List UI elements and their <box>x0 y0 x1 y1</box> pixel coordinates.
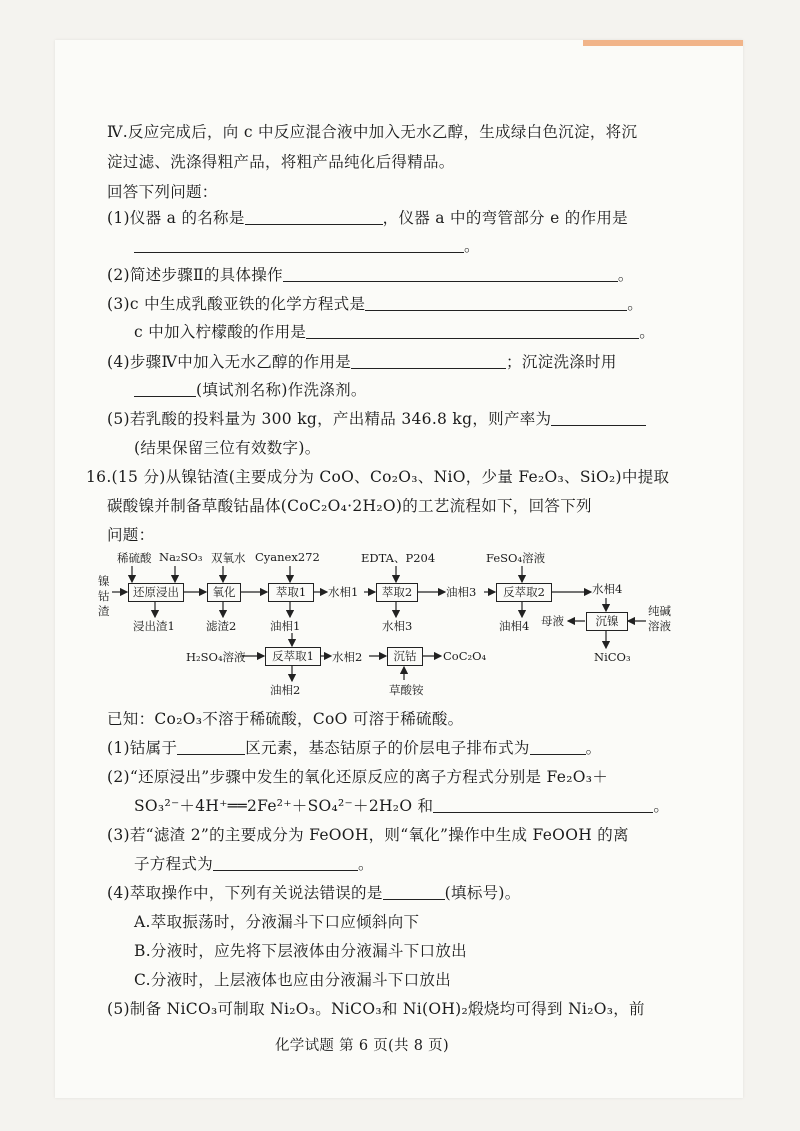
q16-p2-text-b: SO₃²⁻＋4H⁺══2Fe²⁺＋SO₄²⁻＋2H₂O 和 <box>134 797 434 815</box>
reagent-dilute-h2so4: 稀硫酸 <box>117 551 152 565</box>
answer-prompt: 回答下列问题： <box>107 183 218 201</box>
q15-p2-text: (2)简述步骤Ⅱ的具体操作 <box>107 266 283 284</box>
reagent-cyanex272: Cyanex272 <box>255 550 320 564</box>
q15-part5-line2: (结果保留三位有效数字)。 <box>134 439 321 457</box>
known-info: 已知：Co₂O₃不溶于稀硫酸，CoO 可溶于稀硫酸。 <box>107 710 464 728</box>
label-mother-liquor: 母液 <box>541 614 564 628</box>
q16-intro-line2: 碳酸镍并制备草酸钴晶体(CoC₂O₄·2H₂O)的工艺流程如下，回答下列 <box>107 497 592 515</box>
q16-part2-line1: (2)“还原浸出”步骤中发生的氧化还原反应的离子方程式分别是 Fe₂O₃＋ <box>107 768 609 786</box>
label-aqueous-phase-2: 水相2 <box>332 650 363 664</box>
feed-label-1: 镍 <box>98 574 110 588</box>
feed-label-3: 渣 <box>98 604 110 618</box>
answer-blank[interactable] <box>213 856 358 871</box>
answer-blank[interactable] <box>433 798 653 813</box>
label-aqueous-phase-3: 水相3 <box>382 619 413 633</box>
box-reduction-leach: 还原浸出 <box>128 583 184 602</box>
feed-label-2: 钴 <box>98 589 110 603</box>
q15-p4-text-a: (4)步骤Ⅳ中加入无水乙醇的作用是 <box>107 353 352 371</box>
reagent-feso4: FeSO₄溶液 <box>486 551 546 565</box>
box-back-extraction-2: 反萃取2 <box>496 583 552 602</box>
label-h2so4-solution: H₂SO₄溶液 <box>186 650 246 664</box>
label-aqueous-phase-1: 水相1 <box>328 585 359 599</box>
q15-p1-text-b: ，仪器 a 中的弯管部分 e 的作用是 <box>382 209 628 227</box>
answer-blank[interactable] <box>383 885 445 900</box>
q16-intro-line1: 16.(15 分)从镍钴渣(主要成分为 CoO、Co₂O₃、NiO，少量 Fe₂O₃、SiO₂)中提取 <box>86 468 670 486</box>
option-c[interactable]: C.分液时，上层液体也应由分液漏斗下口放出 <box>134 971 452 989</box>
q16-part5: (5)制备 NiCO₃可制取 Ni₂O₃。NiCO₃和 Ni(OH)₂煅烧均可得到 Ni₂O₃，前 <box>107 1000 645 1018</box>
label-ammonium-oxalate: 草酸铵 <box>389 683 424 697</box>
period: 。 <box>617 266 634 284</box>
reagent-h2o2: 双氧水 <box>211 551 246 565</box>
reagent-edta-p204: EDTA、P204 <box>361 551 436 565</box>
label-oil-phase-4: 油相4 <box>499 619 530 633</box>
label-solution: 溶液 <box>648 619 671 633</box>
box-back-extraction-1: 反萃取1 <box>265 647 321 666</box>
period: 。 <box>585 739 602 757</box>
period: 。 <box>358 855 374 873</box>
q16-part4 <box>107 881 521 903</box>
q15-p3-text-b: c 中加入柠檬酸的作用是 <box>134 323 307 341</box>
q16-intro-line3: 问题： <box>107 526 155 544</box>
option-b[interactable]: B.分液时，应先将下层液体由分液漏斗下口放出 <box>134 942 467 960</box>
q16-p1-text-b: 区元素，基态钴原子的价层电子排布式为 <box>245 739 530 757</box>
q15-p4-text-c: (填试剂名称)作洗涤剂。 <box>196 381 367 399</box>
option-a[interactable]: A.萃取振荡时，分液漏斗下口应倾斜向下 <box>134 913 420 931</box>
step4-line2: 淀过滤、洗涤得粗产品，将粗产品纯化后得精品。 <box>107 153 455 171</box>
label-oil-phase-2: 油相2 <box>270 683 301 697</box>
box-extraction-1: 萃取1 <box>268 583 314 602</box>
label-aqueous-phase-4: 水相4 <box>592 582 623 596</box>
label-oil-phase-1: 油相1 <box>270 619 301 633</box>
label-coc2o4: CoC₂O₄ <box>443 649 487 663</box>
q16-part1 <box>107 736 601 758</box>
q16-p1-text-a: (1)钴属于 <box>107 739 178 757</box>
q16-part3-line2 <box>134 852 374 874</box>
box-cobalt-precipitation: 沉钴 <box>387 647 423 666</box>
q16-p4-text-a: (4)萃取操作中，下列有关说法错误的是 <box>107 884 383 902</box>
label-oil-phase-3: 油相3 <box>446 585 477 599</box>
q16-part2-line2 <box>134 794 669 816</box>
period: 。 <box>639 323 656 341</box>
period: 。 <box>627 295 644 313</box>
label-soda-ash: 纯碱 <box>648 604 671 618</box>
period: 。 <box>464 237 480 255</box>
answer-blank[interactable] <box>177 740 245 755</box>
reagent-na2so3: Na₂SO₃ <box>159 550 203 564</box>
q16-p3-text-b: 子方程式为 <box>134 855 214 873</box>
q15-p5-text-a: (5)若乳酸的投料量为 300 kg，产出精品 346.8 kg，则产率为 <box>107 410 552 428</box>
page-footer: 化学试题 第 6 页(共 8 页) <box>275 1038 449 1054</box>
label-filter-residue-2: 滤渣2 <box>206 619 237 633</box>
answer-blank[interactable] <box>530 740 586 755</box>
period: 。 <box>653 797 670 815</box>
q15-p4-text-b: ；沉淀洗涤时用 <box>506 353 617 371</box>
q16-part3-line1: (3)若“滤渣 2”的主要成分为 FeOOH，则“氧化”操作中生成 FeOOH 的离 <box>107 826 629 844</box>
box-oxidation: 氧化 <box>207 583 241 602</box>
q16-p4-text-b: (填标号)。 <box>444 884 521 902</box>
label-leach-residue-1: 浸出渣1 <box>133 619 175 633</box>
label-nico3: NiCO₃ <box>594 650 631 664</box>
box-nickel-precipitation: 沉镍 <box>586 612 628 631</box>
step4-line1: Ⅳ.反应完成后，向 c 中反应混合液中加入无水乙醇，生成绿白色沉淀，将沉 <box>107 123 638 141</box>
q15-p3-text-a: (3)c 中生成乳酸亚铁的化学方程式是 <box>107 295 366 313</box>
box-extraction-2: 萃取2 <box>376 583 418 602</box>
q15-p1-text-a: (1)仪器 a 的名称是 <box>107 209 245 227</box>
